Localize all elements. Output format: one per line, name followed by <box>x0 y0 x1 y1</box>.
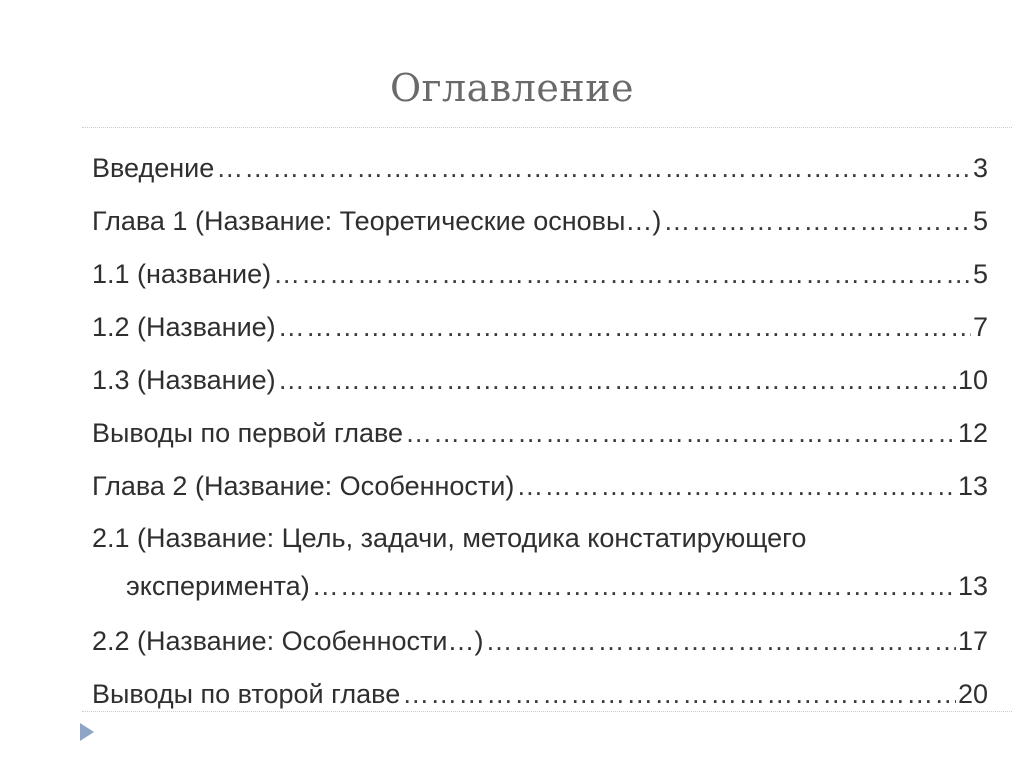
toc-page-number: 7 <box>972 312 988 342</box>
toc-entry-title: Введение <box>92 153 215 183</box>
toc-page-number: 20 <box>957 679 988 709</box>
page-title: Оглавление <box>389 66 635 110</box>
footer-divider <box>82 711 1012 712</box>
toc-entry-section-2-1[interactable] <box>92 513 988 615</box>
dot-leader <box>405 407 956 460</box>
dot-leader <box>312 563 956 609</box>
toc-entry-chapter-2-conclusions[interactable] <box>92 668 988 721</box>
toc-entry-title: Выводы по второй главе <box>92 679 401 709</box>
table-of-contents <box>92 142 988 721</box>
toc-page-number: 13 <box>957 571 988 601</box>
toc-entry-continuation <box>92 563 988 615</box>
toc-entry-introduction[interactable] <box>92 142 988 195</box>
dot-leader <box>485 615 955 668</box>
toc-entry-section-2-2[interactable] <box>92 615 988 668</box>
toc-entry-title-line-1: 2.1 (Название: Цель, задачи, методика констатирующего <box>92 523 807 553</box>
toc-entry-section-1-3[interactable] <box>92 354 988 407</box>
dot-leader <box>273 248 971 301</box>
toc-entry-title: 1.3 (Название) <box>92 365 276 395</box>
dot-leader <box>278 354 956 407</box>
toc-entry-section-1-2[interactable] <box>92 301 988 354</box>
toc-page-number: 5 <box>972 259 988 289</box>
toc-entry-title: 1.2 (Название) <box>92 312 276 342</box>
dot-leader <box>216 142 971 195</box>
toc-entry-title-line-2: эксперимента) <box>126 571 310 601</box>
toc-entry-title: Выводы по первой главе <box>92 418 404 448</box>
toc-entry-chapter-1-conclusions[interactable] <box>92 407 988 460</box>
dot-leader <box>278 301 971 354</box>
dot-leader <box>402 668 956 721</box>
dot-leader <box>663 195 971 248</box>
toc-entry-chapter-1[interactable] <box>92 195 988 248</box>
toc-page-number: 17 <box>957 626 988 656</box>
toc-page-number: 10 <box>957 365 988 395</box>
toc-entry-title: 2.2 (Название: Особенности…) <box>92 626 484 656</box>
triangle-right-icon[interactable] <box>80 723 94 741</box>
toc-entry-title: 1.1 (название) <box>92 259 272 289</box>
dot-leader <box>516 460 956 513</box>
toc-page-number: 13 <box>957 471 988 501</box>
toc-page-number: 5 <box>972 206 988 236</box>
toc-entry-title: Глава 1 (Название: Теоретические основы…) <box>92 206 662 236</box>
toc-entry-chapter-2[interactable] <box>92 460 988 513</box>
toc-entry-section-1-1[interactable] <box>92 248 988 301</box>
toc-page-number: 3 <box>972 153 988 183</box>
title-divider <box>82 127 1012 128</box>
toc-page-number: 12 <box>957 418 988 448</box>
toc-entry-title: Глава 2 (Название: Особенности) <box>92 471 515 501</box>
